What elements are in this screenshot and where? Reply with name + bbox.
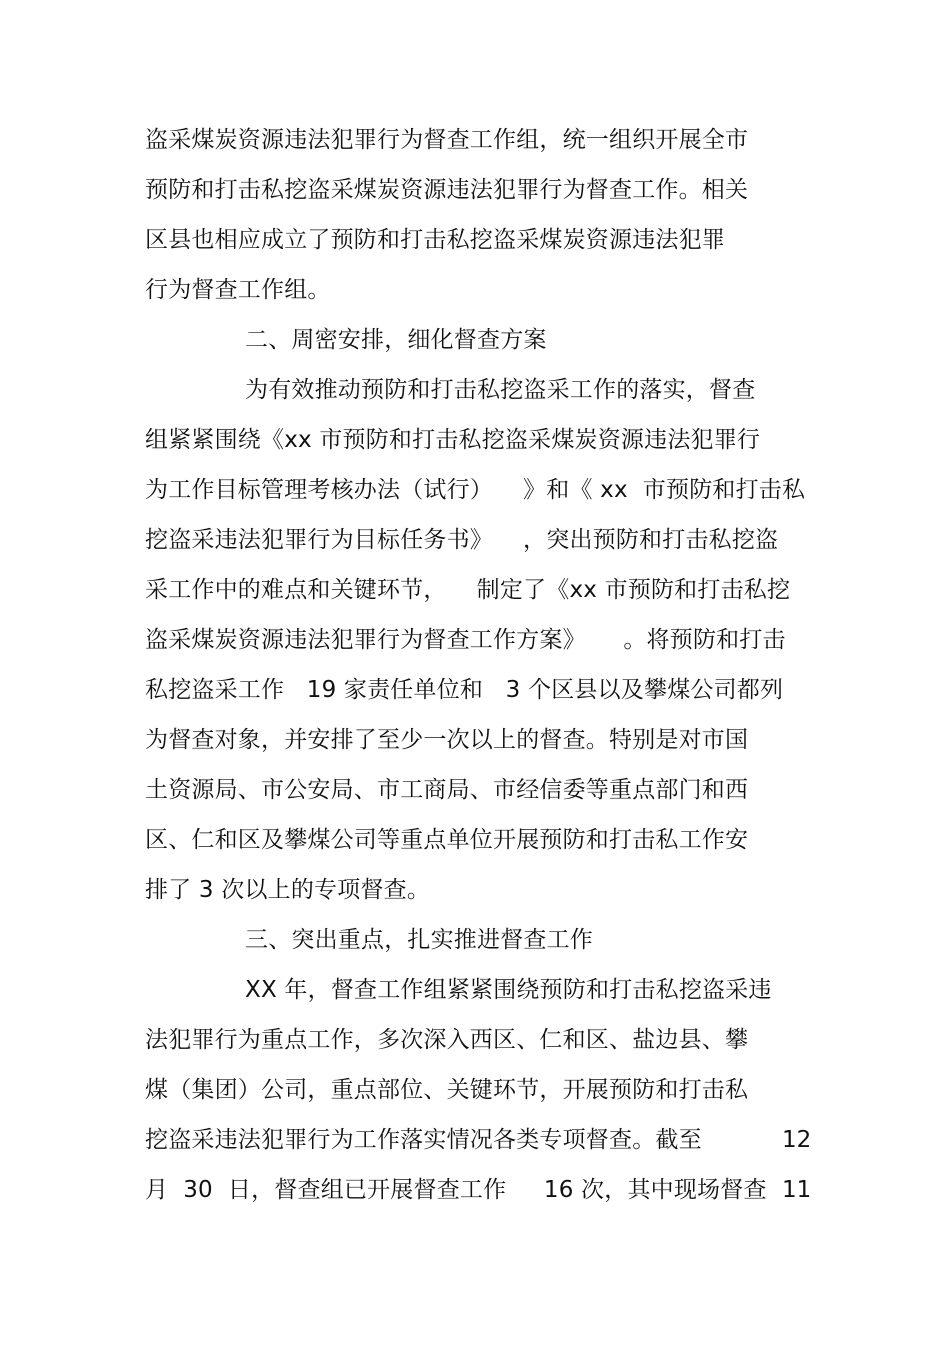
line-end-number: 11 [782, 1177, 812, 1203]
paragraph-line: 区县也相应成立了预防和打击私挖盗采煤炭资源违法犯罪 [145, 227, 725, 253]
paragraph-line: 排了 3 次以上的专项督查。 [145, 877, 431, 903]
paragraph-line: 组紧紧围绕《xx 市预防和打击私挖盗采煤炭资源违法犯罪行 [145, 427, 761, 453]
paragraph-line: 为有效推动预防和打击私挖盗采工作的落实，督查 [245, 377, 756, 403]
paragraph-line: 挖盗采违法犯罪行为目标任务书》 ，突出预防和打击私挖盗 [145, 527, 779, 553]
paragraph-line: 月 30 日，督查组已开展督查工作 16 次，其中现场督查 [145, 1177, 767, 1203]
paragraph-line: 采工作中的难点和关键环节， 制定了《xx 市预防和打击私挖 [145, 577, 791, 603]
paragraph-line: 私挖盗采工作 19 家责任单位和 3 个区县以及攀煤公司都列 [145, 677, 784, 703]
section-heading: 三、突出重点，扎实推进督查工作 [245, 927, 593, 953]
paragraph-line: 行为督查工作组。 [145, 277, 331, 303]
paragraph-line: 土资源局、市公安局、市工商局、市经信委等重点部门和西 [145, 777, 749, 803]
paragraph-line: 盗采煤炭资源违法犯罪行为督查工作组，统一组织开展全市 [145, 127, 749, 153]
paragraph-line: 挖盗采违法犯罪行为工作落实情况各类专项督查。截至 [145, 1127, 702, 1153]
line-end-number: 12 [782, 1127, 812, 1153]
paragraph-line: 盗采煤炭资源违法犯罪行为督查工作方案》 。将预防和打击 [145, 627, 786, 653]
paragraph-line: 法犯罪行为重点工作，多次深入西区、仁和区、盐边县、攀 [145, 1027, 749, 1053]
paragraph-line: 区、仁和区及攀煤公司等重点单位开展预防和打击私工作安 [145, 827, 749, 853]
section-heading: 二、周密安排，细化督查方案 [245, 327, 547, 353]
paragraph-line: XX 年，督查工作组紧紧围绕预防和打击私挖盗采违 [245, 977, 772, 1003]
paragraph-line: 为督查对象，并安排了至少一次以上的督查。特别是对市国 [145, 727, 749, 753]
paragraph-line: 为工作目标管理考核办法（试行） 》和《 xx 市预防和打击私 [145, 477, 806, 503]
paragraph-line: 煤（集团）公司，重点部位、关键环节，开展预防和打击私 [145, 1077, 749, 1103]
paragraph-line: 预防和打击私挖盗采煤炭资源违法犯罪行为督查工作。相关 [145, 177, 749, 203]
